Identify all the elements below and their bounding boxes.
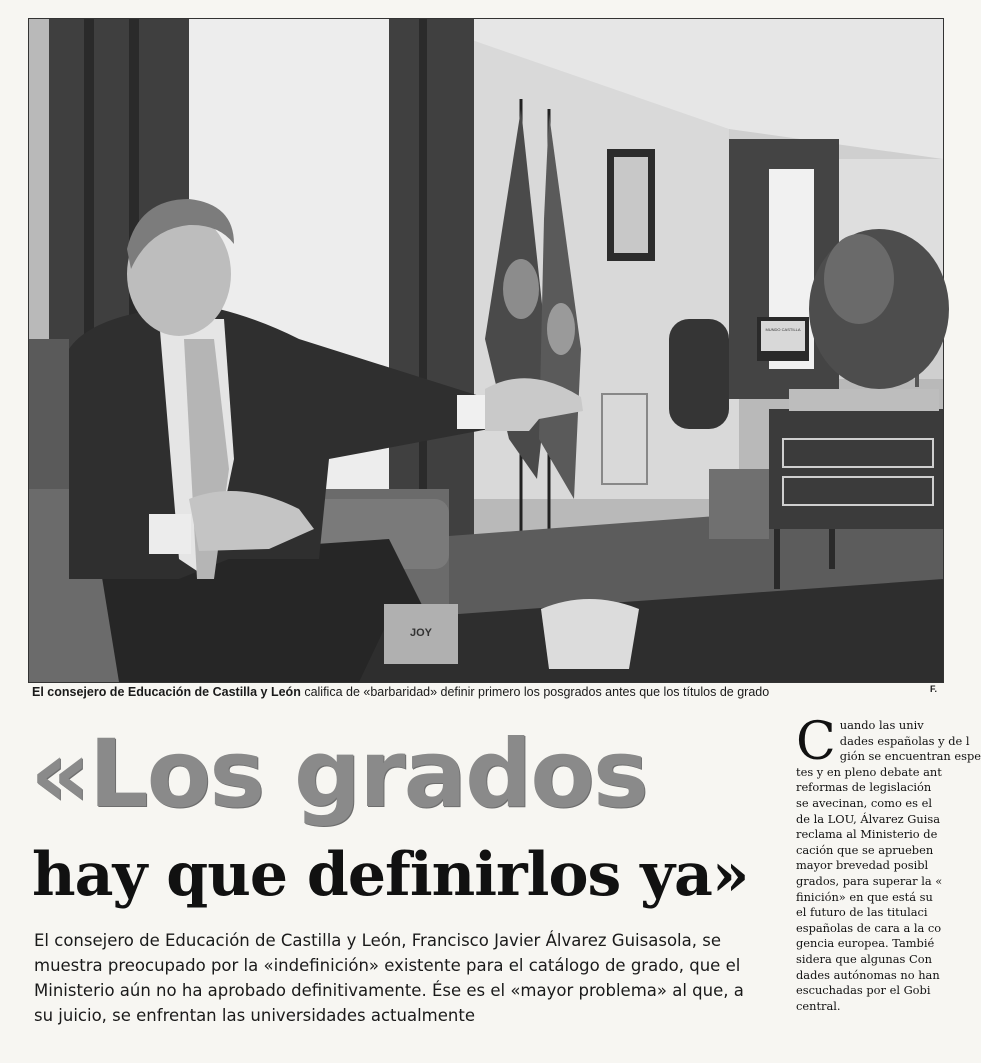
drop-cap: C (796, 712, 836, 772)
column-line: tes y en pleno debate ant (796, 764, 942, 779)
box-label: JOY (409, 627, 433, 639)
column-line: gión se encuentran espe (839, 749, 981, 764)
column-line: reformas de legislación (796, 780, 932, 795)
glass-ashtray (541, 599, 639, 669)
column-line: españolas de cara a la co (796, 920, 942, 935)
column-line: escuchadas por el Gobi (796, 983, 931, 998)
caption-text: califica de «barbaridad» definir primero los posgrados antes que los títulos de grado (300, 685, 770, 699)
column-line: grados, para superar la « (796, 873, 943, 888)
desk (769, 409, 943, 529)
column-line: de la LOU, Álvarez Guisa (796, 811, 941, 826)
column-line: central. (796, 998, 841, 1013)
interview-photo (28, 18, 944, 683)
headline-line-2: hay que definirlos ya» (32, 840, 749, 910)
article-column (796, 712, 981, 1048)
lede-paragraph: El consejero de Educación de Castilla y León, Francisco Javier Álvarez Guisasola, se muestra preocupado por la «indefinición» existente para el catálogo de grado, que el Ministerio aún no ha aprobado definitivamente. Ése es el «mayor problema» al que, a su juicio, se enfrentan las universidades actualmente (34, 931, 744, 1025)
photo-caption (32, 684, 932, 700)
office-chair (669, 319, 729, 429)
headline-line-1: «Los grados (30, 720, 647, 829)
column-line: se avecinan, como es el (796, 795, 933, 810)
column-line: dades autónomas no han (796, 967, 940, 982)
column-line: finición» en que está su (796, 889, 933, 904)
column-line: gencia europea. Tambié (796, 936, 935, 951)
column-line: cación que se aprueben (796, 842, 934, 857)
column-line: sidera que algunas Con (796, 951, 932, 966)
photo-credit: F. (930, 684, 938, 694)
column-line: reclama al Ministerio de (796, 827, 938, 842)
column-line: mayor brevedad posibl (796, 858, 929, 873)
column-line: uando las univ (839, 718, 924, 732)
middle-curtain (389, 19, 474, 539)
column-line: el futuro de las titulaci (796, 905, 928, 920)
caption-lead: El consejero de Educación de Castilla y León (32, 685, 301, 699)
column-line: dades españolas y de l (839, 733, 970, 748)
monitor-label: MUNDO CASTILLA (765, 327, 801, 332)
office-scene-image (29, 19, 943, 682)
